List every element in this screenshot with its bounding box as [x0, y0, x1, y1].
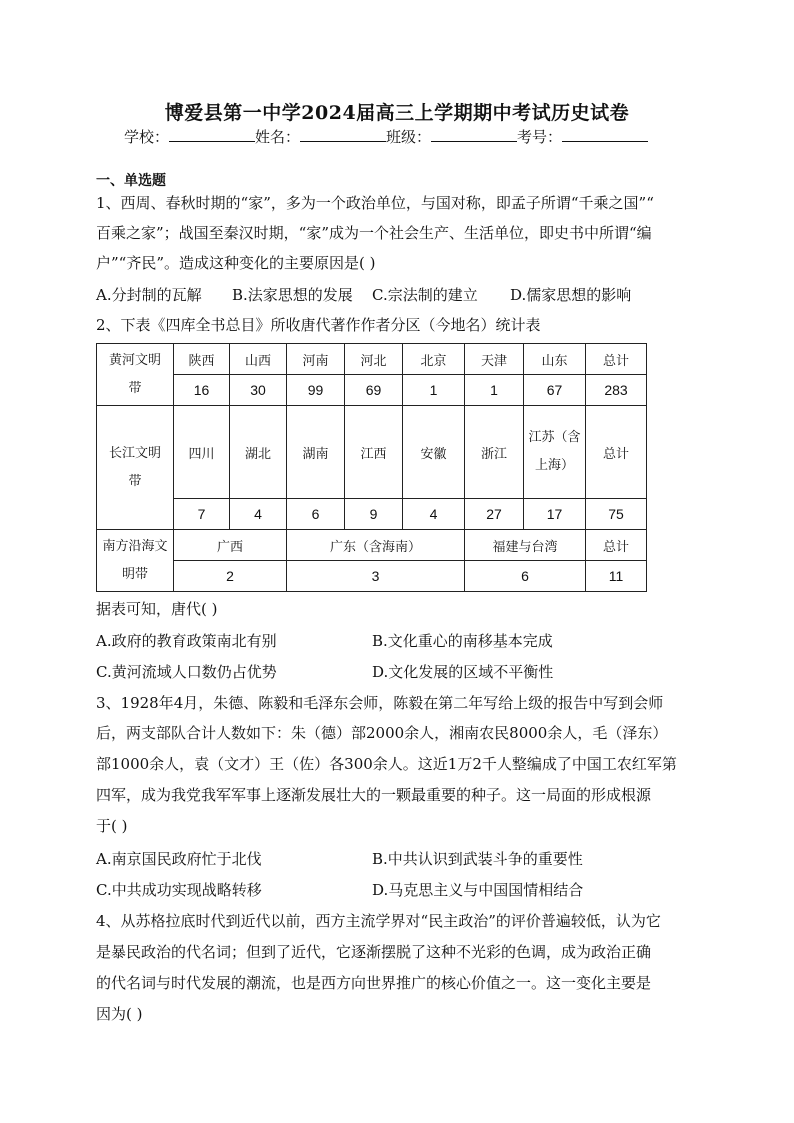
- q4-line: 是暴民政治的代名词；但到了近代，它逐渐摆脱了这种不光彩的色调，成为政治正确: [96, 943, 652, 961]
- q1-line: 百乘之家”；战国至秦汉时期，“家”成为一个社会生产、生活单位，即史书中所谓“编: [96, 224, 652, 242]
- q4-line: 因为( ): [96, 1005, 143, 1023]
- q4-line: 的代名词与时代发展的潮流，也是西方向世界推广的核心价值之一。这一变化主要是: [96, 974, 652, 992]
- table-value-cell: 75: [586, 499, 647, 530]
- q2-stem: 2、下表《四库全书总目》所收唐代著作作者分区（今地名）统计表: [96, 316, 541, 334]
- table-value-cell: 69: [345, 375, 403, 406]
- table-value-cell: 9: [345, 499, 403, 530]
- table-value-cell: 17: [524, 499, 586, 530]
- table-value-cell: 283: [586, 375, 647, 406]
- q3-line: 于( ): [96, 817, 128, 835]
- q3-option-d[interactable]: D.马克思主义与中国国情相结合: [372, 881, 584, 899]
- table-value-cell: 11: [586, 561, 647, 592]
- q2-option-b[interactable]: B.文化重心的南移基本完成: [372, 632, 553, 650]
- table-header-cell: 总计: [586, 406, 647, 499]
- school-field[interactable]: [169, 127, 255, 142]
- table-value-cell: 30: [230, 375, 287, 406]
- table-value-cell: 99: [287, 375, 345, 406]
- table-value-cell: 6: [465, 561, 586, 592]
- table-value-cell: 7: [174, 499, 230, 530]
- yellow-river-label: 黄河文明带: [97, 344, 174, 406]
- table-header-cell: 陕西: [174, 344, 230, 375]
- name-field[interactable]: [300, 127, 386, 142]
- table-value-cell: 27: [465, 499, 524, 530]
- class-label: 班级：: [386, 128, 432, 146]
- table-value-cell: 16: [174, 375, 230, 406]
- name-label: 姓名：: [255, 128, 301, 146]
- table-value-cell: 2: [174, 561, 287, 592]
- table-header-cell: 天津: [465, 344, 524, 375]
- q2-question: 据表可知，唐代( ): [96, 600, 218, 618]
- table-header-cell: 湖北: [230, 406, 287, 499]
- table-header-cell: 总计: [586, 530, 647, 561]
- class-field[interactable]: [431, 127, 517, 142]
- q3-line: 3、1928年4月，朱德、陈毅和毛泽东会师，陈毅在第二年写给上级的报告中写到会师: [96, 694, 664, 712]
- table-header-cell: 江西: [345, 406, 403, 499]
- id-label: 考号：: [517, 128, 563, 146]
- table-header-cell: 江苏（含上海）: [524, 406, 586, 499]
- table-header-cell: 四川: [174, 406, 230, 499]
- exam-title: 博爱县第一中学2024届高三上学期期中考试历史试卷: [164, 102, 630, 124]
- table-header-cell: 山东: [524, 344, 586, 375]
- q3-option-a[interactable]: A.南京国民政府忙于北伐: [96, 850, 262, 868]
- table-value-cell: 3: [287, 561, 465, 592]
- q1-option-c[interactable]: C.宗法制的建立: [372, 286, 478, 304]
- id-field[interactable]: [562, 127, 648, 142]
- table-value-cell: 67: [524, 375, 586, 406]
- q2-option-a[interactable]: A.政府的教育政策南北有别: [96, 632, 277, 650]
- q3-option-b[interactable]: B.中共认识到武装斗争的重要性: [372, 850, 583, 868]
- author-statistics-table: [96, 343, 647, 592]
- q1-option-b[interactable]: B.法家思想的发展: [232, 286, 353, 304]
- table-value-cell: 6: [287, 499, 345, 530]
- school-label: 学校：: [124, 128, 170, 146]
- q1-line: 户”“齐民”。造成这种变化的主要原因是( ): [96, 254, 376, 272]
- table-header-cell: 广西: [174, 530, 287, 561]
- table-value-cell: 4: [403, 499, 465, 530]
- table-header-cell: 北京: [403, 344, 465, 375]
- table-header-cell: 广东（含海南）: [287, 530, 465, 561]
- table-header-cell: 总计: [586, 344, 647, 375]
- q4-line: 4、从苏格拉底时代到近代以前，西方主流学界对“民主政治”的评价普遍较低，认为它: [96, 912, 661, 930]
- table-header-cell: 浙江: [465, 406, 524, 499]
- table-header-cell: 福建与台湾: [465, 530, 586, 561]
- q3-line: 部1000余人，袁（文才）王（佐）各300余人。这近1万2千人整编成了中国工农红军第: [96, 755, 677, 773]
- q1-line: 1、西周、春秋时期的“家”，多为一个政治单位，与国对称，即孟子所谓“千乘之国”“: [96, 194, 654, 212]
- table-value-cell: 1: [465, 375, 524, 406]
- yangtze-label: 长江文明带: [97, 406, 174, 530]
- q3-line: 后，两支部队合计人数如下：朱（德）部2000余人，湘南农民8000余人，毛（泽东）: [96, 724, 668, 742]
- q1-option-a[interactable]: A.分封制的瓦解: [96, 286, 202, 304]
- table-header-cell: 河南: [287, 344, 345, 375]
- table-value-cell: 1: [403, 375, 465, 406]
- table-value-cell: 4: [230, 499, 287, 530]
- q2-option-d[interactable]: D.文化发展的区域不平衡性: [372, 663, 554, 681]
- table-header-cell: 山西: [230, 344, 287, 375]
- q1-option-d[interactable]: D.儒家思想的影响: [510, 286, 632, 304]
- student-info-row: [124, 126, 648, 147]
- q3-option-c[interactable]: C.中共成功实现战略转移: [96, 881, 262, 899]
- q3-line: 四军，成为我党我军军事上逐渐发展壮大的一颗最重要的种子。这一局面的形成根源: [96, 786, 652, 804]
- table-header-cell: 湖南: [287, 406, 345, 499]
- section-heading: 一、单选题: [96, 173, 166, 189]
- table-header-cell: 河北: [345, 344, 403, 375]
- table-header-cell: 安徽: [403, 406, 465, 499]
- q2-option-c[interactable]: C.黄河流域人口数仍占优势: [96, 663, 277, 681]
- south-coast-label: 南方沿海文明带: [97, 530, 174, 592]
